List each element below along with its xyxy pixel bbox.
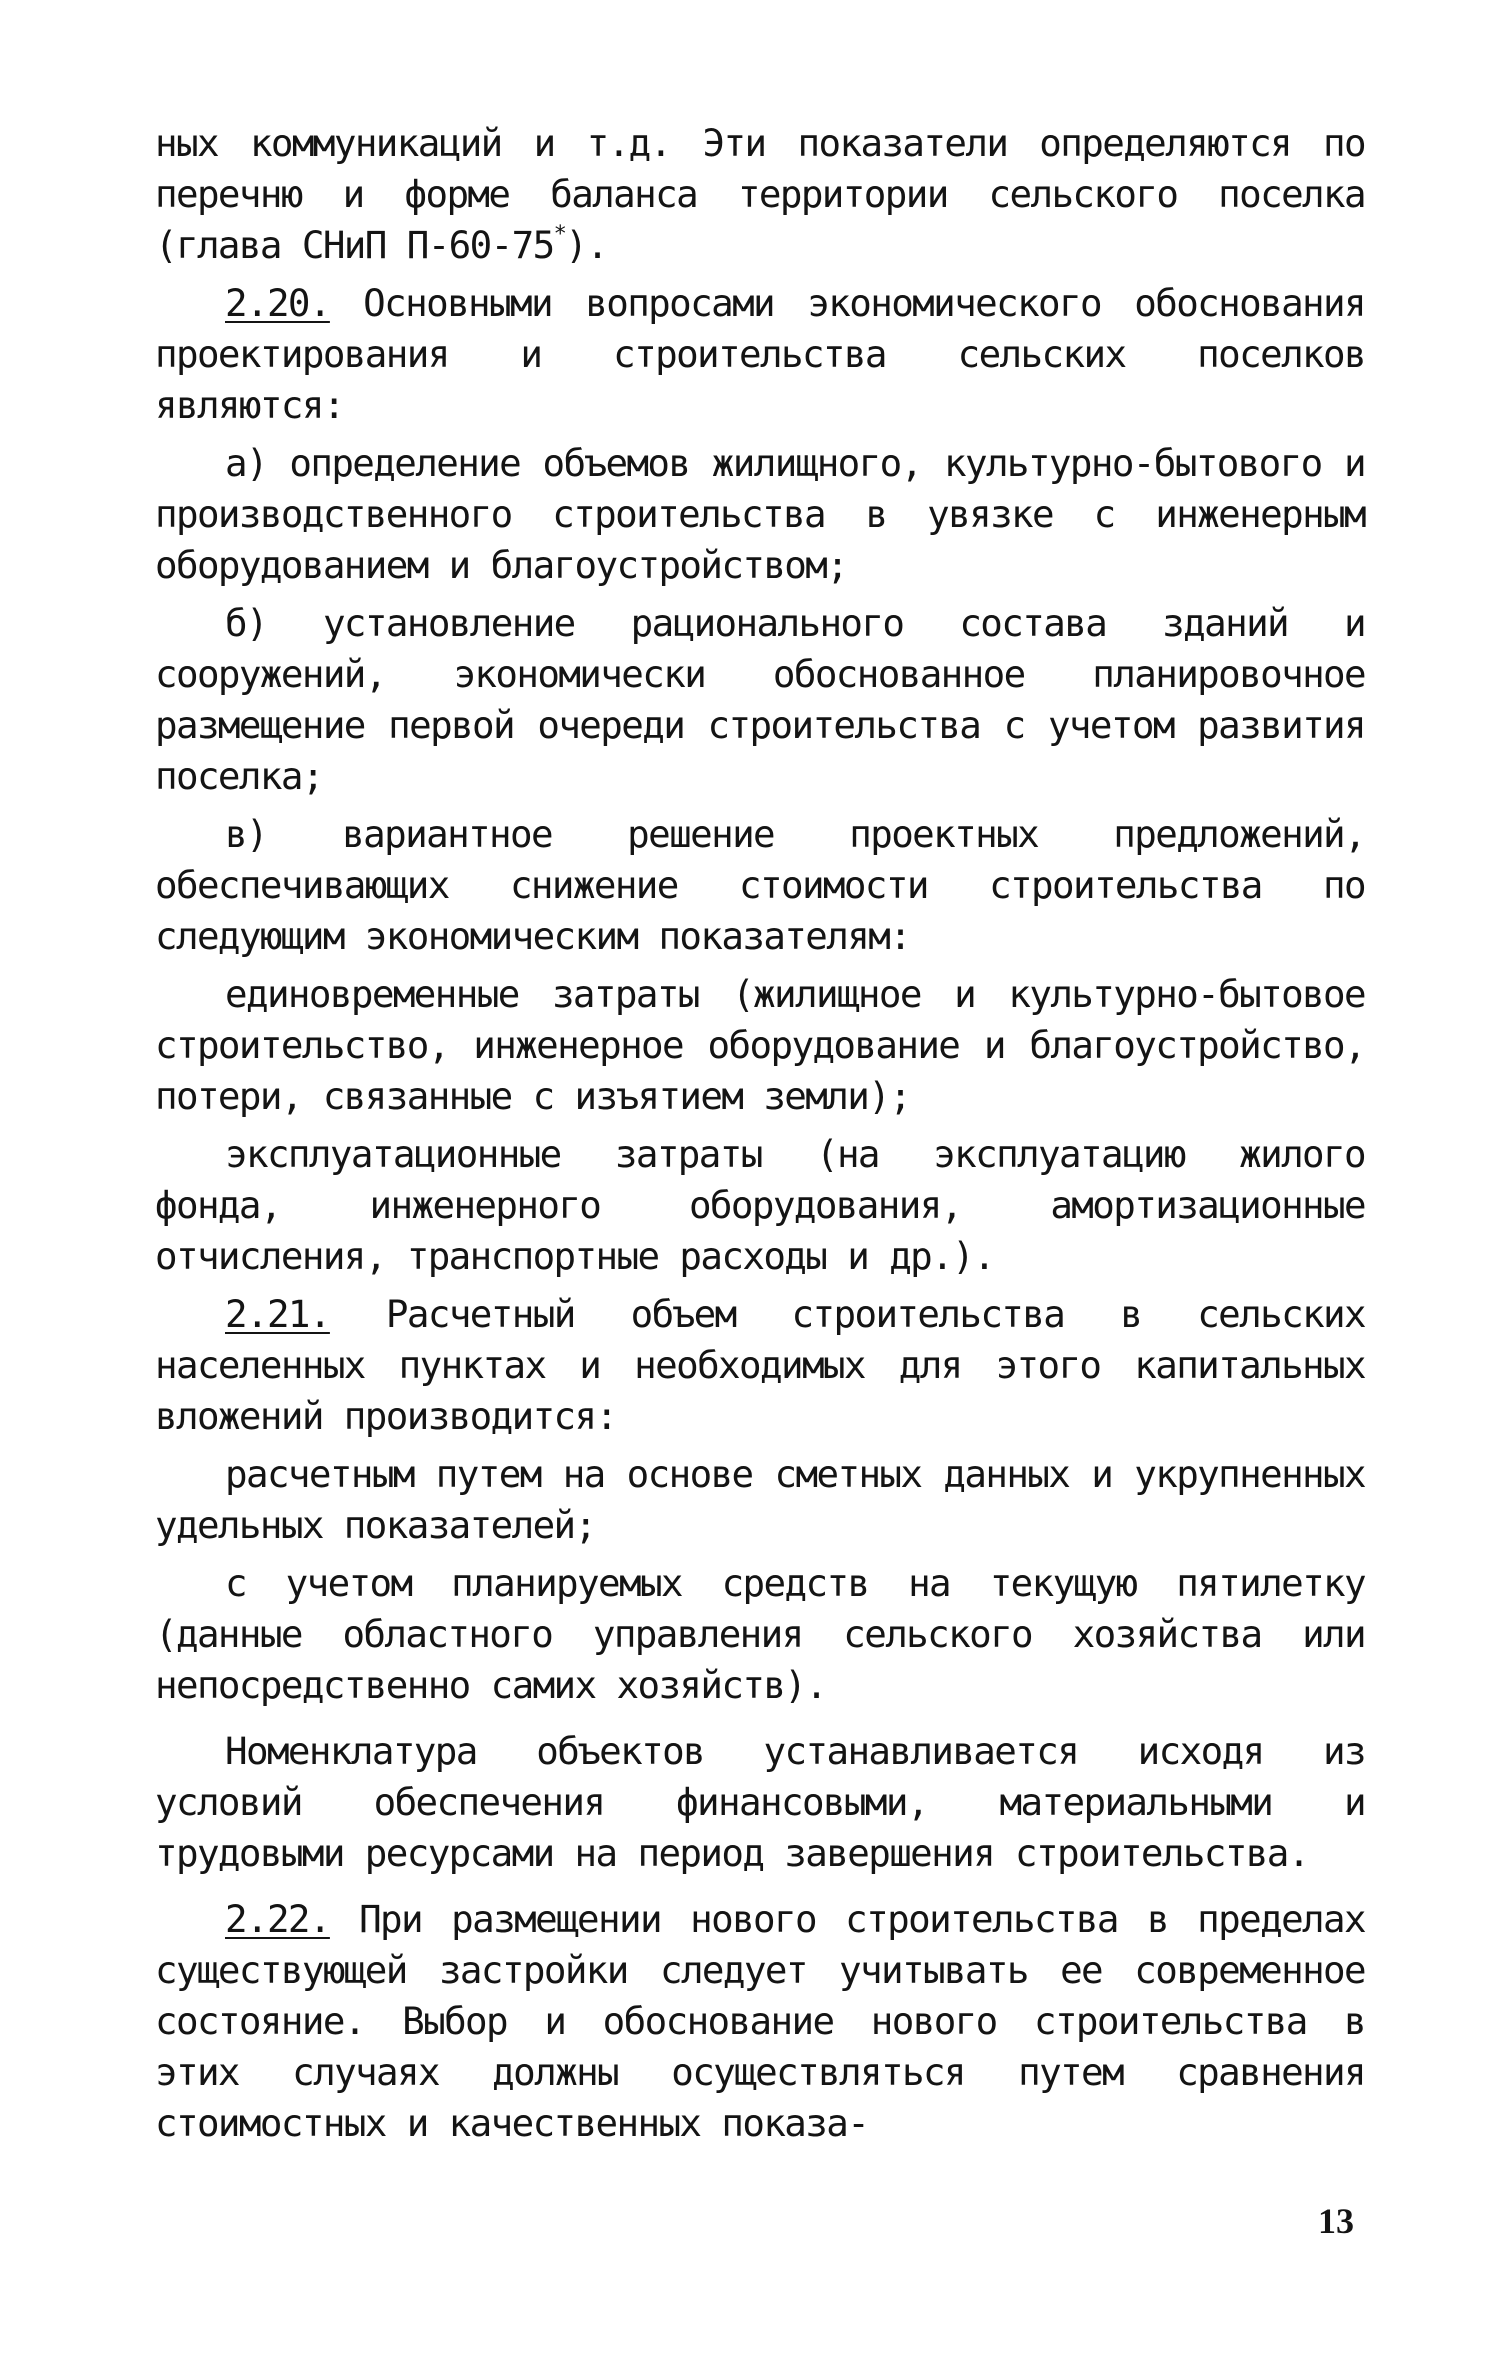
intro-superscript: * — [553, 221, 566, 247]
item-a-paragraph: а) определение объемов жилищного, культурно-бытового и производственного строительства в увязке с инженерным оборудованием и благоустройством; — [155, 441, 1365, 587]
section-2-22-paragraph — [155, 1894, 1365, 2149]
section-2-22-text: При размещении нового строительства в пределах существующей застройки следует учитывать ее современное состояние. Выбор и обоснование нового строительства в этих случаях должны осуществляться путем сравнения стоимостных и качественных показа- — [155, 1897, 1365, 2145]
intro-tail: ). — [565, 223, 608, 267]
page-body — [155, 118, 1365, 2198]
item-c-paragraph: в) вариантное решение проектных предложений, обеспечивающих снижение стоимости строительства по следующим экономическим показателям: — [155, 812, 1365, 958]
section-2-21-paragraph — [155, 1289, 1365, 1442]
intro-paragraph — [155, 118, 1365, 271]
page-number: 13 — [1318, 2201, 1354, 2241]
section-2-20-number: 2.20. — [225, 281, 330, 325]
section-2-20-text: Основными вопросами экономического обоснования проектирования и строительства сельских поселков являются: — [155, 281, 1365, 427]
section-2-22-number: 2.22. — [225, 1897, 330, 1941]
onetime-costs-paragraph: единовременные затраты (жилищное и культурно-бытовое строительство, инженерное оборудование и благоустройство, потери, связанные с изъятием земли); — [155, 972, 1365, 1118]
item-b-paragraph: б) установление рационального состава зданий и сооружений, экономически обоснованное планировочное размещение первой очереди строительства с учетом развития поселка; — [155, 601, 1365, 798]
calc-method-paragraph: расчетным путем на основе сметных данных и укрупненных удельных показателей; — [155, 1452, 1365, 1547]
section-2-21-number: 2.21. — [225, 1292, 330, 1336]
nomenclature-paragraph: Номенклатура объектов устанавливается исходя из условий обеспечения финансовыми, материальными и трудовыми ресурсами на период завершения строительства. — [155, 1729, 1365, 1875]
section-2-20-paragraph — [155, 278, 1365, 431]
intro-text: ных коммуникаций и т.д. Эти показатели определяются по перечню и форме баланса территории сельского поселка (глава СНиП П-60-75 — [155, 121, 1365, 267]
section-2-21-text: Расчетный объем строительства в сельских населенных пунктах и необходимых для этого капитальных вложений производится: — [155, 1292, 1366, 1438]
plan-method-paragraph: с учетом планируемых средств на текущую пятилетку (данные областного управления сельского хозяйства или непосредственно самих хозяйств). — [155, 1561, 1365, 1707]
operating-costs-paragraph: эксплуатационные затраты (на эксплуатацию жилого фонда, инженерного оборудования, амортизационные отчисления, транспортные расходы и др.). — [155, 1132, 1365, 1278]
